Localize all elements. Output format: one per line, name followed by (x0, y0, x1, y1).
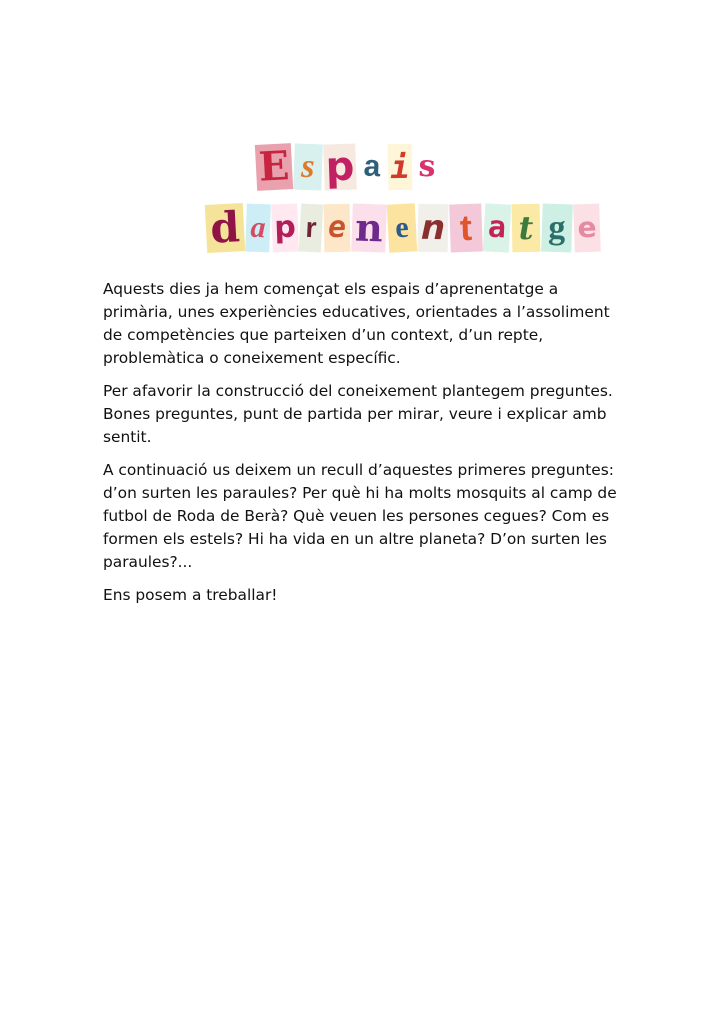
title-letter: s (413, 144, 441, 191)
title-graphic (0, 0, 724, 270)
title-letter: p (324, 143, 356, 191)
title-letter: e (387, 203, 417, 252)
title-letter: p (271, 204, 299, 253)
paragraph-intro: Aquests dies ja hem començat els espais d’aprenentatge a primària, unes experiències educatives, orientades a l’assoliment de competències que parteixen d’un context, d’un repte, problemàtica o coneixement específic. (103, 280, 610, 367)
title-letter: e (324, 204, 351, 252)
title-letter: s (293, 144, 323, 191)
title-letter: a (357, 143, 387, 190)
title-letter: r (299, 203, 323, 252)
title-letter: i (388, 144, 413, 190)
title-letter: a (483, 203, 511, 252)
paragraph-question-list: A continuació us deixem un recull d’aquestes primeres preguntes: d’on surten les paraules? Per què hi ha molts mosquits al camp de futbol de Roda de Berà? Què veuen les persones cegues? Com es formen els estels? Hi ha vida en un altre planeta? D’on surten les paraules?... (103, 461, 617, 571)
title-letter: e (573, 204, 601, 253)
paragraph-closing: Ens posem a treballar! (103, 586, 278, 604)
title-letter: t (449, 203, 483, 252)
body-text (103, 278, 623, 617)
title-letter: t (512, 204, 541, 252)
title-letter: E (255, 143, 293, 191)
title-letter: a (245, 204, 271, 253)
paragraph-questions-purpose: Per afavorir la construcció del coneixement plantegem preguntes. Bones preguntes, punt de partida per mirar, veure i explicar amb sentit. (103, 382, 613, 446)
title-word-espais (256, 140, 442, 190)
title-letter: d (205, 203, 245, 253)
title-letter: g (541, 203, 573, 252)
title-letter: n (418, 204, 449, 253)
title-letter: n (351, 203, 387, 252)
title-word-daprenentatge (206, 202, 602, 252)
